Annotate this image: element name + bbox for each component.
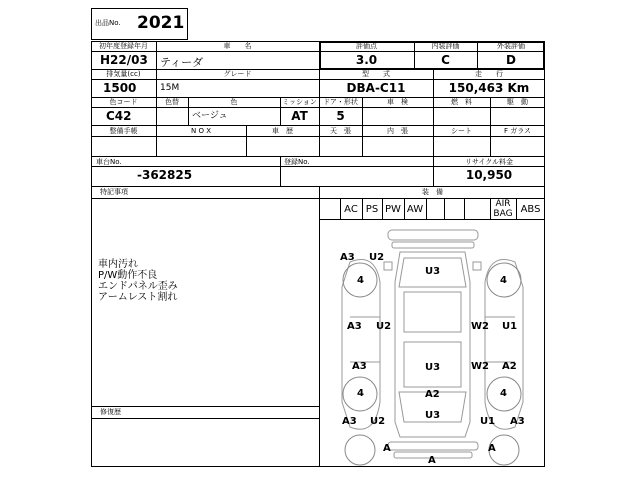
damage-mark: A3 [352, 361, 367, 372]
h-rule [91, 186, 545, 187]
note-line: 車内汚れ [98, 259, 138, 270]
fglass-label: F ガラス [503, 127, 532, 135]
doors: 5 [336, 109, 345, 123]
h-rule [91, 79, 545, 80]
notes-label: 特記事項 [100, 188, 128, 196]
color-type-label: 色替 [165, 98, 179, 106]
score-label: 評価点 [356, 42, 377, 50]
damage-mark: A [383, 443, 391, 454]
transmission: AT [291, 109, 308, 123]
regno-label: 登録No. [284, 158, 310, 166]
damage-mark: A2 [425, 389, 440, 400]
damage-mark: A2 [502, 361, 517, 372]
note-line: アームレスト割れ [98, 292, 178, 303]
mileage-label: 走 行 [475, 70, 503, 78]
displacement: 1500 [103, 81, 137, 95]
damage-mark: 4 [357, 275, 364, 286]
damage-mark: A3 [342, 416, 357, 427]
displacement-label: 排気量(cc) [106, 70, 141, 78]
damage-mark: 4 [500, 275, 507, 286]
sunroof-label: 天 張 [330, 127, 351, 135]
model-code-label: 型 式 [362, 70, 390, 78]
chassis-number: -362825 [137, 168, 193, 182]
color-code: C42 [106, 109, 132, 123]
damage-mark: A [428, 455, 436, 466]
exterior-label: 外装評価 [497, 42, 525, 50]
damage-mark: U2 [370, 416, 386, 427]
model-name: ティーダ [160, 56, 204, 69]
h-rule [91, 125, 545, 126]
interior-grade: C [441, 53, 450, 67]
color-label: 色 [230, 98, 238, 106]
score: 3.0 [355, 53, 378, 67]
fuel-label: 燃 料 [451, 98, 472, 106]
manual-label: 整備手帳 [109, 127, 138, 135]
inspection-label: 車 検 [387, 98, 408, 106]
damage-mark: A3 [510, 416, 525, 427]
recycle-label: リサイクル料金 [464, 158, 514, 166]
damage-mark: A [488, 443, 496, 454]
damage-mark: U1 [502, 321, 518, 332]
lot-number: 2021 [137, 13, 185, 33]
eq-divider [426, 198, 427, 220]
lot-label: 出品No. [95, 19, 121, 27]
damage-mark: 4 [500, 388, 507, 399]
color: ベージュ [192, 111, 228, 121]
damage-mark: W2 [471, 361, 489, 372]
h-rule [91, 136, 545, 137]
ceiling-label: 内 張 [387, 127, 408, 135]
doors-label: ドア・形状 [323, 98, 358, 106]
damage-mark: U1 [480, 416, 496, 427]
note-line: エンドパネル歪み [98, 281, 178, 292]
reg-year: H22/03 [100, 53, 148, 67]
equipment-label: 装 備 [422, 188, 443, 196]
damage-mark: A3 [340, 252, 355, 263]
damage-mark: U2 [369, 252, 385, 263]
mileage: 150,463 Km [448, 81, 530, 95]
eq-divider [464, 198, 465, 220]
chassis-label: 車台No. [96, 158, 122, 166]
interior-label: 内装評価 [431, 42, 460, 50]
drive-label: 駆 動 [507, 98, 528, 106]
equip-ps: PS [365, 204, 379, 215]
color-code-label: 色コード [109, 98, 138, 106]
recycle-fee: 10,950 [465, 168, 513, 182]
damage-mark: U3 [425, 362, 441, 373]
damage-mark: U2 [376, 321, 392, 332]
equip-pw: PW [385, 204, 401, 215]
note-line: P/W動作不良 [98, 270, 158, 281]
damage-mark: U3 [425, 410, 441, 421]
h-rule [91, 107, 545, 108]
nox-label: N O X [191, 127, 211, 135]
damage-mark: W2 [471, 321, 489, 332]
model-name-label: 車 名 [223, 42, 252, 50]
damage-mark: 4 [357, 388, 364, 399]
transmission-label: ミッション [282, 98, 317, 106]
damage-mark: A3 [347, 321, 362, 332]
equip-aw: AW [406, 204, 424, 215]
model-code: DBA-C11 [346, 81, 406, 95]
grade-label: グレード [223, 70, 252, 78]
h-rule [91, 406, 320, 407]
damage-mark: U3 [425, 266, 441, 277]
repair-history-label: 修復歴 [100, 408, 121, 416]
equip-abs: ABS [520, 204, 541, 215]
grade: 15M [160, 83, 180, 93]
equip-ac: AC [344, 204, 358, 215]
history-label: 車 歴 [272, 127, 293, 135]
eq-divider [444, 198, 445, 220]
equip-airbag: AIR BAG [493, 199, 513, 219]
h-rule [91, 156, 545, 157]
h-rule [91, 418, 320, 419]
sheet-label: シート [451, 127, 472, 135]
reg-year-label: 初年度登録年月 [99, 42, 148, 50]
v-rule [280, 156, 281, 186]
exterior-grade: D [506, 53, 516, 67]
